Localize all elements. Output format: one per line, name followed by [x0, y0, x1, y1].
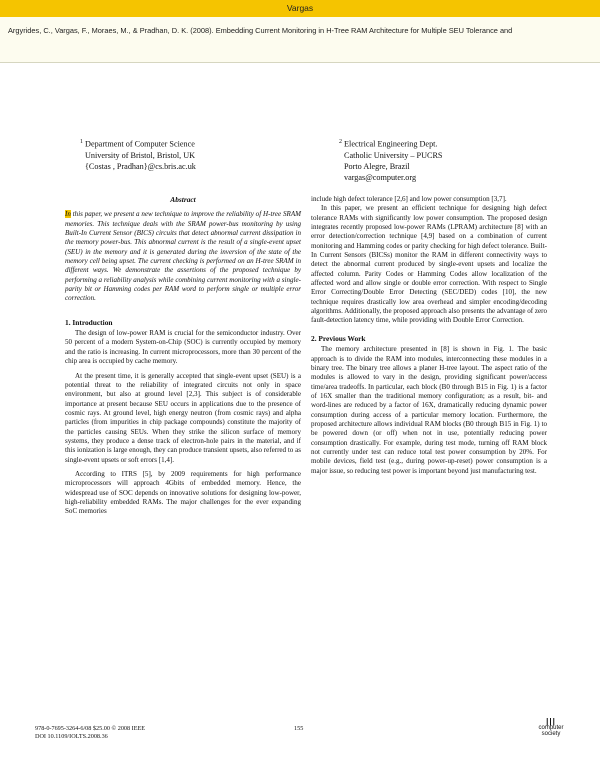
highlighted-word[interactable]: In — [65, 210, 71, 219]
footer-isbn: 978-0-7695-3264-6/08 $25.00 © 2008 IEEE — [35, 725, 146, 732]
right-paragraph-2: In this paper, we present an efficient technique for designing high defect tolerance RAMs with significantly low power consumption. The proposed design integrates recently proposed low-power RAMs (LPRAM) architecture [8] with an error detection/correction technique [4,9] based on a combination of current monitoring and Hamming codes or parity checking for high defect tolerance. Built-In Current Sensors (BICSs) monitor the RAM in different connectivity ways to detect the abnormal current produced by single-event upsets and localize the affected column. Parity Codes or Hamming Codes allow localization of the affected word and allow single or double error correction. With respect to Single Error Correcting/Double Error Detecting (SEC/DED) codes [10], the new technique requires drastically low area overhead and simpler encoding/decoding algorithms. Additionally, the proposed approach also presents the advantage of zero fault-detection latency time, while providing with Double Error Correction. — [311, 204, 547, 325]
intro-paragraph-3: According to ITRS [5], by 2009 requirements for high performance microprocessors will approach 4Gbits of embedded memory. Hence, the widespread use of SOC depends on innovative solutions for designing low-power, high-reliability embedded RAMs. The major challenges for the ever expanding SoC memories — [65, 469, 301, 516]
author-tag: Vargas — [0, 0, 600, 17]
logo-icon: ||| — [546, 717, 556, 726]
footer-doi: DOI 10.1109/IOLTS.2008.36 — [35, 733, 108, 740]
affiliation-1-dept: Department of Computer Science — [85, 139, 195, 149]
affiliation-2-email: vargas@computer.org — [344, 172, 417, 182]
right-column — [311, 195, 547, 476]
previous-work-paragraph: The memory architecture presented in [8] is shown in Fig. 1. The basic approach is to divide the RAM into modules, interconnecting these modules in a binary tree. The binary tree allows a planer H-tree layout. The aspect ratio of the modules is allowed to vary in the design, providing significant power/access time/area tradeoffs. In particular, each block (B0 through B15 in Fig. 1) is a factor of 16X smaller than the traditional memory configuration; as a result, bit- and word-lines are reduced by a factor of 16X, dramatically reducing dynamic power consumption during access of a particular memory location. Furthermore, the proposed architecture allows individual RAM blocks (B0 through B15 in Fig. 1) to be powered down (or off) when not in use, potentially reducing power consumption drastically. For example, during test mode, turning off RAM block not currently under test can reduce total test power consumption by 20%. For mobile devices, field test (e.g., during power-up-reset) power consumption is a major issue, so reducing test power is important beyond just manufacturing test. — [311, 345, 547, 475]
logo-text-top: computer — [538, 725, 564, 731]
intro-paragraph-2: At the present time, it is generally accepted that single-event upset (SEU) is a potential threat to the reliability of integrated circuits not only in space environment, but also at ground level [2,3]. This subject is of considerable importance at present because SEU occurs in applications due to the presence of cosmic rays. At ground level, high energy neutron (from cosmic rays) and alpha particles (from impurities in chip package compounds) constitute the majority of the particles causing SEUs. When they strike the silicon surface of memory systems, they produce a dense track of electron-hole pairs in the material, and if this ionization is large enough, they can produce transient upsets, also referred to as single-event upsets or soft errors [1,4]. — [65, 371, 301, 464]
affiliation-2 — [339, 137, 442, 183]
abstract-text — [65, 210, 301, 303]
affiliation-2-marker: 2 — [339, 139, 342, 145]
affiliation-1-marker: 1 — [80, 139, 83, 145]
page-number: 155 — [294, 725, 304, 732]
affiliation-1 — [80, 137, 196, 172]
footer-info — [35, 725, 145, 741]
left-column — [65, 195, 301, 517]
intro-heading: 1. Introduction — [65, 317, 113, 327]
intro-paragraph-1: The design of low-power RAM is crucial for the semiconductor industry. Over 50 percent of a modern System-on-Chip (SOC) is currently occupied by memory and the ratio is increasing. In current microprocessors, more than 30 percent of the chip area is occupied by cache memory. — [65, 329, 301, 366]
affiliation-2-dept: Electrical Engineering Dept. — [344, 139, 438, 149]
computer-society-logo — [530, 719, 572, 737]
citation-banner — [0, 0, 600, 63]
affiliation-2-univ: Catholic University – PUCRS — [344, 150, 443, 160]
abstract-title: Abstract — [170, 195, 196, 204]
right-paragraph-1: include high defect tolerance [2,6] and low power consumption [3,7]. — [311, 195, 507, 203]
affiliation-2-city: Porto Alegre, Brazil — [344, 161, 410, 171]
affiliation-1-univ: University of Bristol, Bristol, UK — [85, 150, 196, 160]
citation-text: Argyrides, C., Vargas, F., Moraes, M., & Pradhan, D. K. (2008). Embedding Current Monitoring in H-Tree RAM Architecture for Multiple SEU Tolerance and — [8, 26, 513, 35]
previous-work-heading: 2. Previous Work — [311, 333, 366, 343]
affiliation-1-email: {Costas , Pradhan}@cs.bris.ac.uk — [85, 161, 196, 171]
logo-text-bottom: society — [541, 731, 561, 737]
abstract-body: this paper, we present a new technique to improve the reliability of H-tree SRAM memories. This technique deals with the SRAM power-bus monitoring by using Built-In Current Sensor (BICS) circuits that detect abnormal current dissipation in the memory power-bus. This abnormal current is the result of a single-event upset (SEU) in the memory and it is generated during the inversion of the state of the memory cell being upset. The current checking is performed on an H-tree SRAM in different ways. We demonstrate the assertions of the proposed technique by performing a reliability analysis while combining current monitoring with a single-parity bit or Hamming codes per RAM word to perform single or multiple error correction. — [65, 210, 301, 303]
